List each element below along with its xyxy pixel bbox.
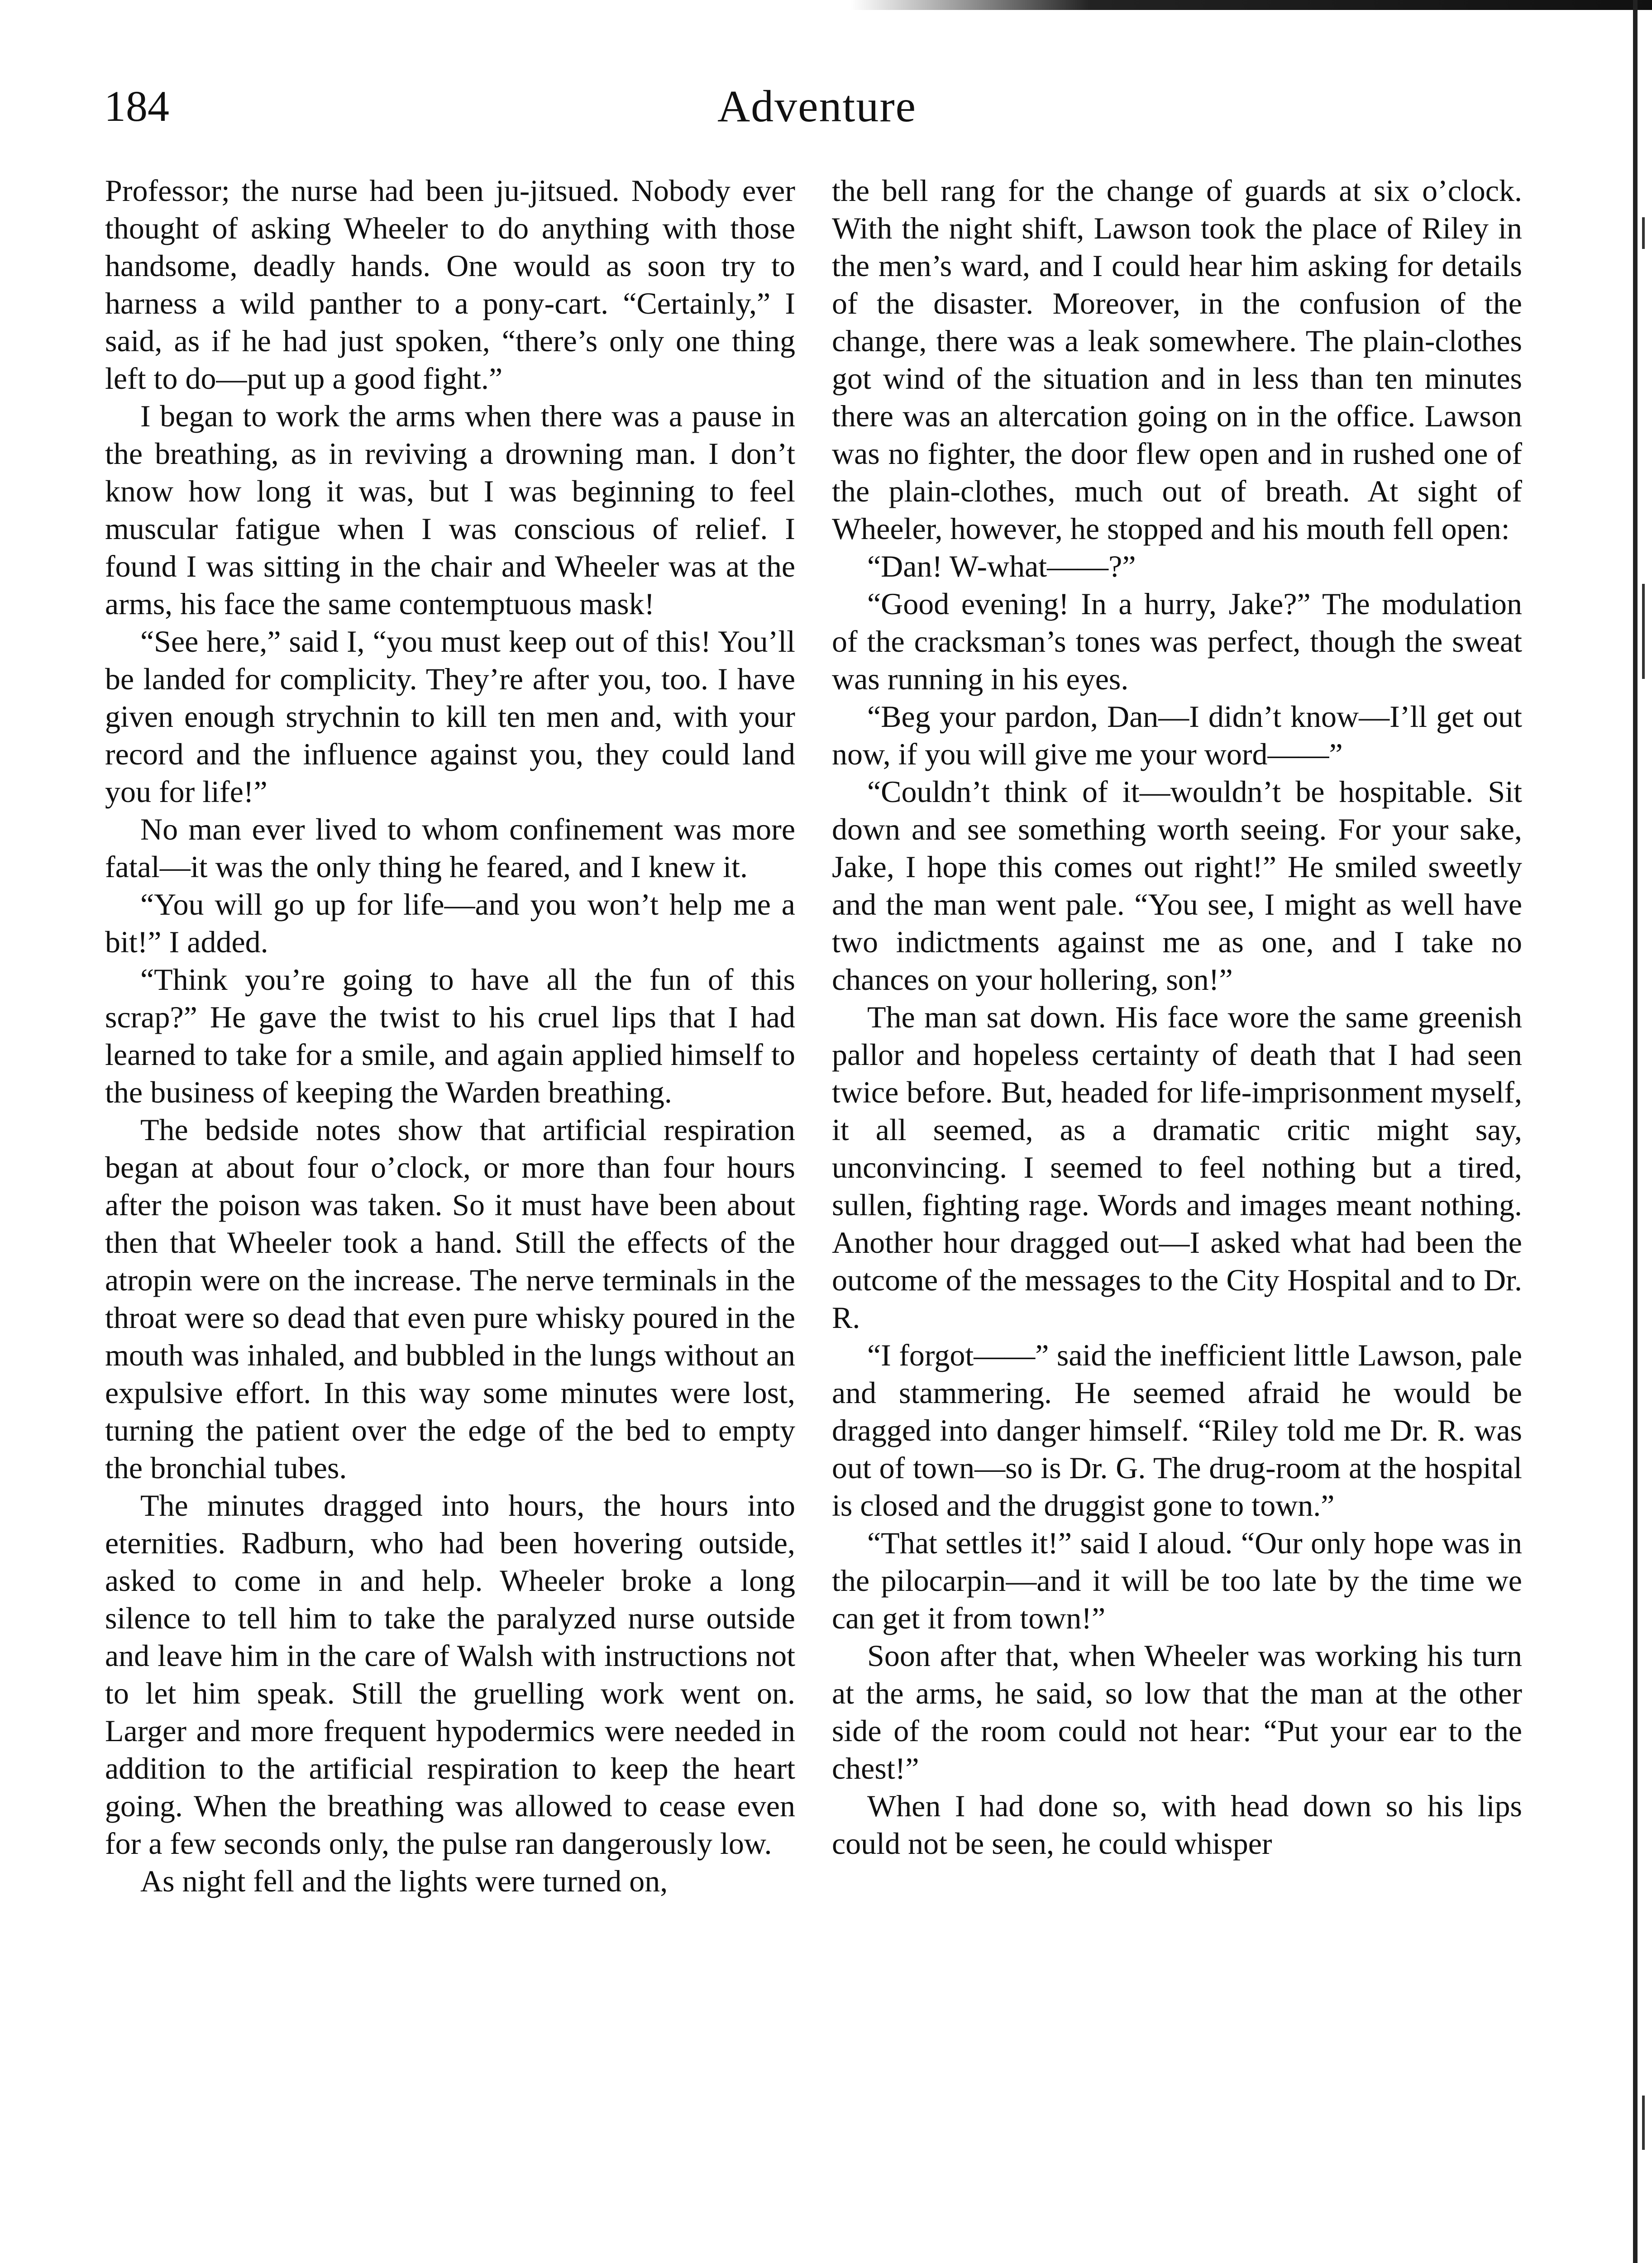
edge-mark [1642, 2096, 1645, 2150]
paragraph: “Couldn’t think of it—wouldn’t be hospitable. Sit down and see something worth seeing. For your sake, Jake, I hope this comes out right!” He smiled sweetly and the man went pale. “You see, I might as well have two indictments against me as one, and I take no chances on your hollering, son!” [832, 774, 1522, 997]
page-right-edge [1633, 0, 1638, 2263]
paragraph: “Beg your pardon, Dan—I didn’t know—I’ll get out now, if you will give me your word——” [832, 699, 1522, 771]
paragraph: “See here,” said I, “you must keep out of this! You’ll be landed for complicity. They’re after you, too. I have given enough strychnin to kill ten men and, with your record and the influence against you, they could land you for life!” [105, 624, 795, 809]
paragraph: As night fell and the lights were turned on, [140, 1864, 668, 1898]
paragraph: “You will go up for life—and you won’t help me a bit!” I added. [105, 887, 795, 959]
paragraph: “Dan! W-what——?” [867, 549, 1136, 583]
paragraph: The minutes dragged into hours, the hours into eternities. Radburn, who had been hovering outside, asked to come in and help. Wheeler broke a long silence to tell him to take the paralyzed nurse outside and leave him in the care of Walsh with instructions not to let him speak. Still the gruelling work went on. Larger and more frequent hypodermics were needed in addition to the artificial respiration to keep the heart going. When the breathing was allowed to cease even for a few seconds only, the pulse ran dangerously low. [105, 1488, 795, 1861]
right-column [832, 172, 1522, 1862]
paragraph: The bedside notes show that artificial respiration began at about four o’clock, or more than four hours after the poison was taken. So it must have been about then that Wheeler took a hand. Still the effects of the atropin were on the increase. The nerve terminals in the throat were so dead that even pure whisky poured in the mouth was inhaled, and bubbled in the lungs without an expulsive effort. In this way some minutes were lost, turning the patient over the edge of the bed to empty the bronchial tubes. [105, 1112, 795, 1485]
left-column [105, 172, 795, 1900]
paragraph: “I forgot——” said the inefficient little Lawson, pale and stammering. He seemed afraid he would be dragged into danger himself. “Riley told me Dr. R. was out of town—so is Dr. G. The drug-room at the hospital is closed and the druggist gone to town.” [832, 1338, 1522, 1523]
paragraph: I began to work the arms when there was a pause in the breathing, as in reviving a drowning man. I don’t know how long it was, but I was beginning to feel muscular fatigue when I was conscious of relief. I found I was sitting in the chair and Wheeler was at the arms, his face the same contemptuous mask! [105, 399, 795, 621]
paragraph: “That settles it!” said I aloud. “Our only hope was in the pilocarpin—and it will be too late by the time we can get it from town!” [832, 1526, 1522, 1635]
paragraph: No man ever lived to whom confinement was more fatal—it was the only thing he feared, and I knew it. [105, 812, 795, 884]
edge-mark [1642, 584, 1645, 679]
paragraph: Soon after that, when Wheeler was working his turn at the arms, he said, so low that the man at the other side of the room could not hear: “Put your ear to the chest!” [832, 1638, 1522, 1786]
paragraph: The man sat down. His face wore the same greenish pallor and hopeless certainty of death that I had seen twice before. But, headed for life-imprisonment myself, it all seemed, as a dramatic critic might say, unconvincing. I seemed to feel nothing but a tired, sullen, fighting rage. Words and images meant nothing. Another hour dragged out—I asked what had been the outcome of the messages to the City Hospital and to Dr. R. [832, 1000, 1522, 1335]
page-header [104, 75, 1530, 138]
running-title: Adventure [717, 81, 917, 131]
paragraph: When I had done so, with head down so his lips could not be seen, he could whisper [832, 1789, 1522, 1861]
paragraph: “Good evening! In a hurry, Jake?” The modulation of the cracksman’s tones was perfect, though the sweat was running in his eyes. [832, 587, 1522, 696]
paragraph: Professor; the nurse had been ju-jitsued. Nobody ever thought of asking Wheeler to do anything with those handsome, deadly hands. One would as soon try to harness a wild panther to a pony-cart. “Certainly,” I said, as if he had just spoken, “there’s only one thing left to do—put up a good fight.” [105, 173, 795, 396]
edge-mark [1642, 217, 1645, 249]
paragraph: the bell rang for the change of guards at six o’clock. With the night shift, Lawson took the place of Riley in the men’s ward, and I could hear him asking for details of the disaster. Moreover, in the confusion of the change, there was a leak somewhere. The plain-clothes got wind of the situation and in less than ten minutes there was an altercation going on in the office. Lawson was no fighter, the door flew open and in rushed one of the plain-clothes, much out of breath. At sight of Wheeler, however, he stopped and his mouth fell open: [832, 173, 1522, 546]
top-edge-rule [851, 0, 1652, 10]
paragraph: “Think you’re going to have all the fun of this scrap?” He gave the twist to his cruel lips that I had learned to take for a smile, and again applied himself to the business of keeping the Warden breathing. [105, 962, 795, 1109]
page-number: 184 [104, 82, 169, 130]
